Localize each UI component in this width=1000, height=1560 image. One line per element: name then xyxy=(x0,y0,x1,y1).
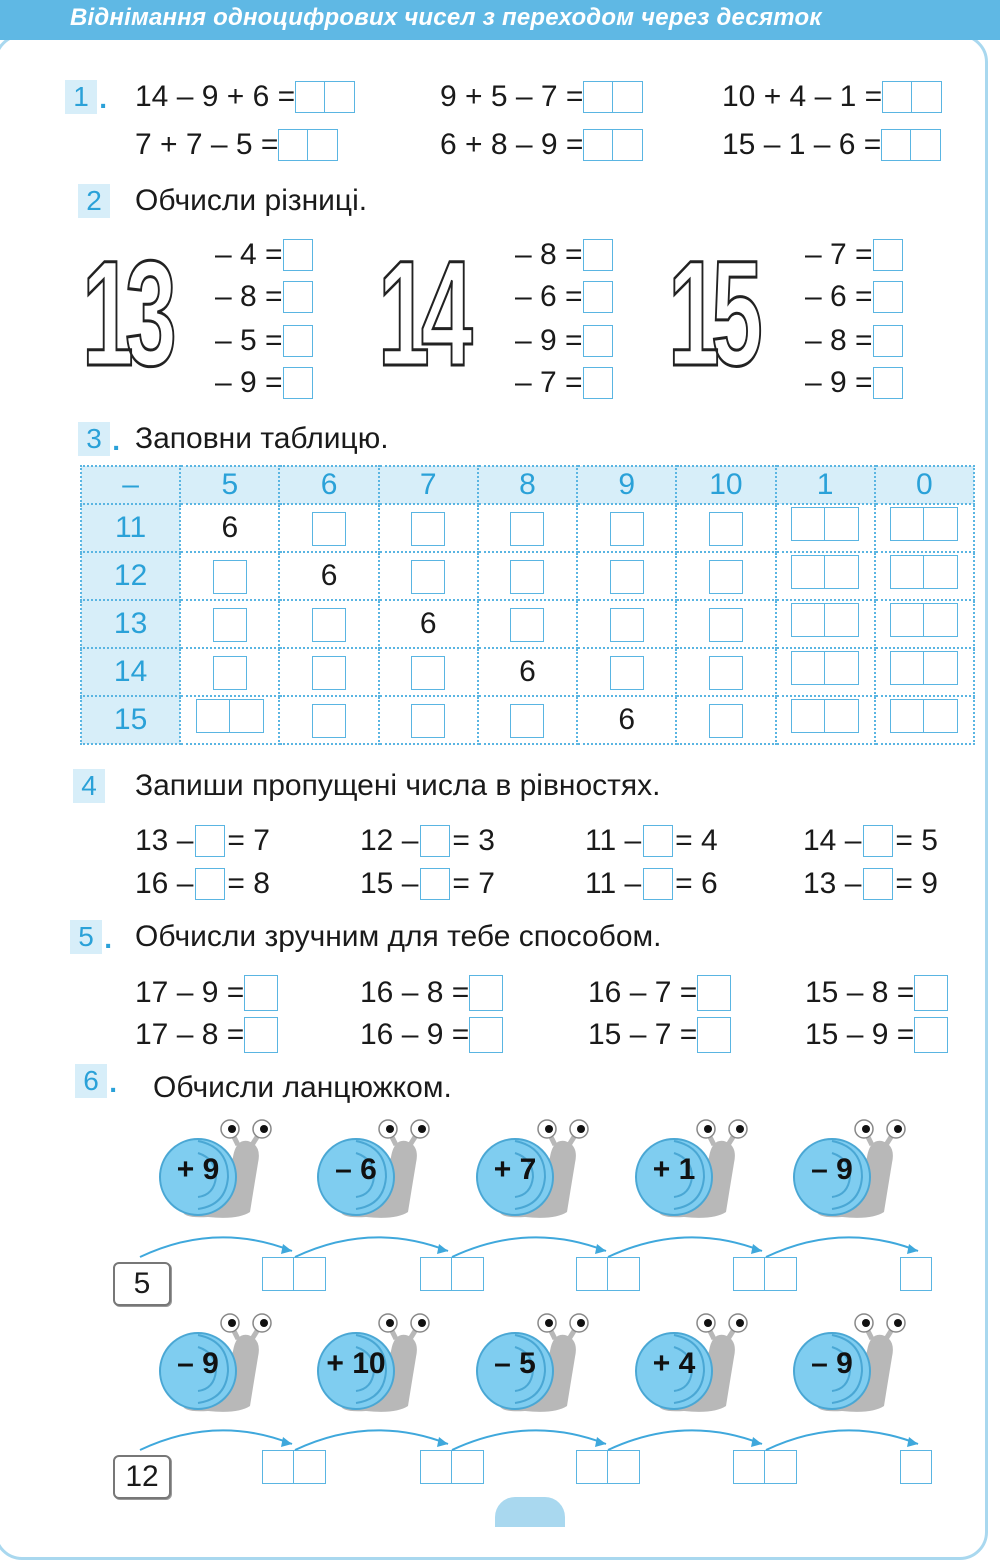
arrow-head xyxy=(751,1437,762,1447)
exercise-4-number: 4 xyxy=(73,769,105,803)
exercise-5-number: 5 . xyxy=(70,920,102,954)
equation-right: = 3 xyxy=(452,824,495,857)
ex1-expr: 9 + 5 – 7 = xyxy=(440,79,643,115)
ex2-sub: – 8 = xyxy=(515,234,613,276)
equation-right: = 5 xyxy=(895,824,938,857)
ex1-expr: 6 + 8 – 9 = xyxy=(440,127,643,163)
ex1-expr: 7 + 7 – 5 = xyxy=(135,127,338,163)
big-number-13: 13 xyxy=(82,229,169,397)
operation-label: – 9 xyxy=(177,1347,219,1380)
chain-arrow xyxy=(766,1430,918,1450)
chain-start-value: 12 xyxy=(113,1455,171,1499)
expr-text: 16 – 8 = xyxy=(360,976,470,1009)
expr-text: 17 – 9 = xyxy=(135,976,245,1009)
table-cell: 6 xyxy=(180,504,279,552)
table-row-head: 15 xyxy=(81,696,180,744)
table-cell: 6 xyxy=(379,600,478,648)
ex2-sub: – 7 = xyxy=(515,362,613,404)
equation-left: 16 – xyxy=(135,867,194,900)
table-header-cell: 1 xyxy=(776,466,875,504)
chain-arrow xyxy=(295,1430,448,1450)
operation-label: – 6 xyxy=(335,1153,377,1186)
equation-right: = 6 xyxy=(675,867,718,900)
operation-label: + 4 xyxy=(652,1347,696,1380)
expr-text: 15 – 7 = xyxy=(588,1018,698,1051)
equation-left: 12 – xyxy=(360,824,419,857)
equation-left: 11 – xyxy=(585,824,642,857)
chain-arrow xyxy=(608,1430,762,1450)
exercise-5-title: Обчисли зручним для тебе способом. xyxy=(135,920,662,953)
operation-label: + 10 xyxy=(326,1347,386,1380)
equation-left: 13 – xyxy=(135,824,194,857)
chain-start-value: 5 xyxy=(113,1262,171,1306)
ex2-sub: – 7 = xyxy=(805,234,903,276)
table-row-head: 11 xyxy=(81,504,180,552)
big-number-14: 14 xyxy=(378,229,465,397)
table-cell: 6 xyxy=(577,696,676,744)
exercise-2-title: Обчисли різниці. xyxy=(135,184,368,217)
big-number-15: 15 xyxy=(668,229,755,397)
ex1-expr: 10 + 4 – 1 = xyxy=(722,79,942,115)
exercise-1-number: 1 . xyxy=(65,80,97,114)
ex1-expr: 15 – 1 – 6 = xyxy=(722,127,941,163)
table-header-cell: – xyxy=(81,466,180,504)
chain-arrow xyxy=(452,1430,606,1450)
page-title: Віднімання одноцифрових чисел з переходом через десяток xyxy=(70,4,822,31)
arrow-head xyxy=(907,1437,918,1447)
equation-left: 11 – xyxy=(585,867,642,900)
equation-right: = 7 xyxy=(227,824,270,857)
exercise-2-number: 2 xyxy=(78,184,110,218)
equation-left: 14 – xyxy=(803,824,862,857)
arrow-head xyxy=(437,1437,448,1447)
table-row-head: 12 xyxy=(81,552,180,600)
expr-text: 16 – 7 = xyxy=(588,976,698,1009)
arrow-head xyxy=(281,1437,292,1447)
equation-left: 15 – xyxy=(360,867,419,900)
ex2-sub: – 8 = xyxy=(215,276,313,318)
arrow-head xyxy=(595,1437,606,1447)
exercise-4-title: Запиши пропущені числа в рівностях. xyxy=(135,769,661,802)
table-cell: 6 xyxy=(478,648,577,696)
equation-right: = 7 xyxy=(452,867,495,900)
operation-label: – 9 xyxy=(811,1347,853,1380)
table-header-cell: 8 xyxy=(478,466,577,504)
operation-label: – 5 xyxy=(494,1347,536,1380)
equation-left: 13 – xyxy=(803,867,862,900)
expr-text: 15 – 9 = xyxy=(805,1018,915,1051)
ex1-expr: 14 – 9 + 6 = xyxy=(135,79,355,115)
table-header-cell: 0 xyxy=(875,466,974,504)
expr-text: 17 – 8 = xyxy=(135,1018,245,1051)
equation-right: = 8 xyxy=(227,867,270,900)
expr-text: 15 – 8 = xyxy=(805,976,915,1009)
ex2-sub: – 6 = xyxy=(515,276,613,318)
exercise-6-title: Обчисли ланцюжком. xyxy=(153,1071,452,1104)
equation-right: = 4 xyxy=(675,824,718,857)
table-header-cell: 10 xyxy=(676,466,775,504)
table-header-cell: 6 xyxy=(279,466,378,504)
table-row-head: 13 xyxy=(81,600,180,648)
ex2-sub: – 5 = xyxy=(215,320,313,362)
table-header-cell: 5 xyxy=(180,466,279,504)
exercise-3-number: 3 . xyxy=(78,422,110,456)
operation-label: + 1 xyxy=(652,1153,696,1186)
ex2-sub: – 9 = xyxy=(515,320,613,362)
equation-right: = 9 xyxy=(895,867,938,900)
table-header-cell: 9 xyxy=(577,466,676,504)
page-number-tab xyxy=(495,1497,565,1527)
ex2-sub: – 4 = xyxy=(215,234,313,276)
ex2-sub: – 9 = xyxy=(805,362,903,404)
table-header-cell: 7 xyxy=(379,466,478,504)
expr-text: 16 – 9 = xyxy=(360,1018,470,1051)
table-row-head: 14 xyxy=(81,648,180,696)
operation-label: + 9 xyxy=(176,1153,220,1186)
ex2-sub: – 6 = xyxy=(805,276,903,318)
exercise-3-title: Заповни таблицю. xyxy=(135,422,389,455)
table-cell: 6 xyxy=(279,552,378,600)
ex2-sub: – 9 = xyxy=(215,362,313,404)
chain-arrow xyxy=(140,1430,292,1450)
exercise-6-number: 6 . xyxy=(75,1064,107,1098)
operation-label: – 9 xyxy=(811,1153,853,1186)
operation-label: + 7 xyxy=(493,1153,537,1186)
ex2-sub: – 8 = xyxy=(805,320,903,362)
